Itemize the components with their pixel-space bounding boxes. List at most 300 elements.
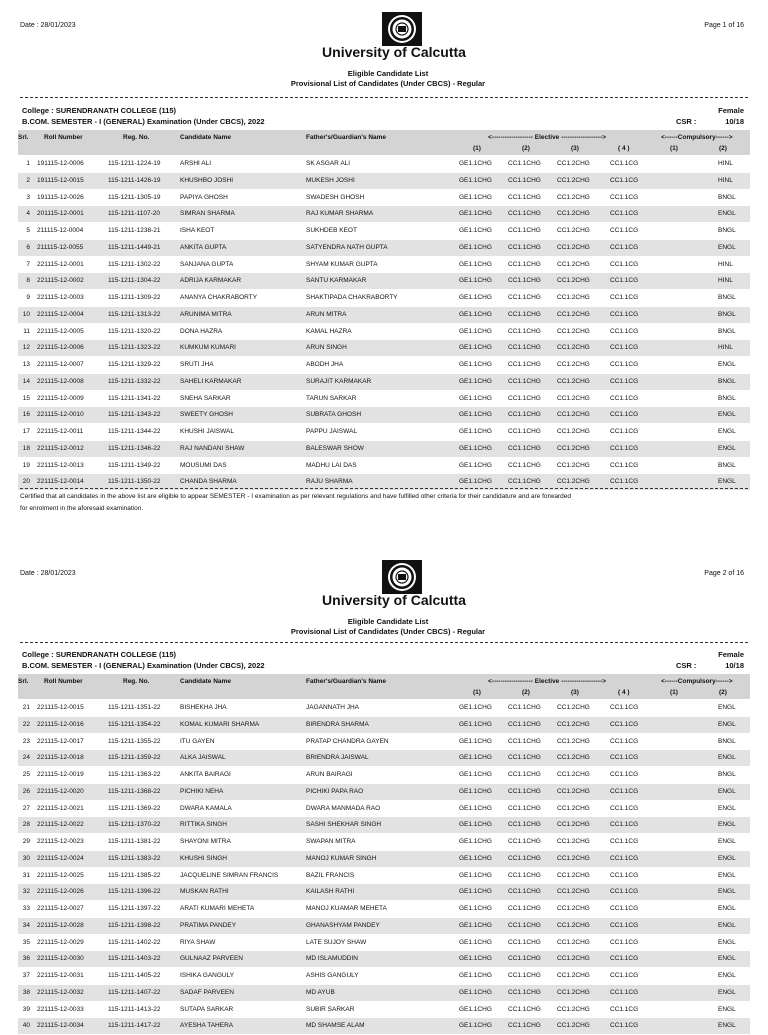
- cell-elective-2: CC1.1CHG: [508, 787, 541, 795]
- cell-elective-4: CC1.1CG: [610, 921, 639, 929]
- table-row: [18, 901, 750, 918]
- cell-compulsory-2: ENGL: [718, 888, 736, 896]
- cell-compulsory-2: BNGL: [718, 771, 736, 778]
- cell-roll-number: 221115-12-0034: [37, 1022, 84, 1030]
- table-row: [18, 985, 750, 1002]
- cell-elective-2: CC1.1CHG: [508, 838, 541, 845]
- cell-serial: 37: [22, 972, 30, 979]
- cell-elective-1: GE1.1CHG: [459, 955, 492, 963]
- table-row: [18, 968, 750, 985]
- cell-elective-2: CC1.1CHG: [508, 176, 541, 184]
- page-number: Page 2 of 16: [704, 570, 744, 577]
- cell-reg-number: 115-1211-1302-22: [108, 260, 161, 268]
- cell-serial: 31: [22, 871, 30, 879]
- csr-value: 10/18: [725, 117, 744, 126]
- university-title: University of Calcutta: [322, 592, 466, 608]
- cell-candidate-name: SAHELI KARMAKAR: [180, 377, 242, 385]
- cell-serial: 17: [22, 428, 30, 435]
- cell-elective-4: CC1.1CG: [610, 821, 639, 829]
- cell-reg-number: 115-1211-1398-22: [108, 921, 161, 929]
- cell-compulsory-2: ENGL: [718, 988, 736, 996]
- cell-compulsory-2: BNGL: [718, 377, 736, 385]
- col-header-elective: <------------------- Elective ------------------->: [488, 678, 607, 685]
- cell-serial: 3: [26, 193, 30, 201]
- cell-compulsory-2: ENGL: [718, 243, 736, 251]
- table-row: [18, 290, 750, 307]
- cell-compulsory-2: ENGL: [718, 905, 736, 912]
- page-number: Page 1 of 16: [704, 22, 744, 29]
- cell-compulsory-2: ENGL: [718, 754, 736, 762]
- cell-guardian-name: BALESWAR SHOW: [306, 444, 364, 452]
- cell-candidate-name: AYESHA TAHERA: [180, 1022, 234, 1030]
- table-row: [18, 868, 750, 885]
- cell-roll-number: 221115-12-0017: [37, 737, 84, 745]
- col-header-father: Father's/Guardian's Name: [306, 134, 387, 141]
- cell-reg-number: 115-1211-1402-22: [108, 938, 161, 946]
- cell-elective-4: CC1.1CG: [610, 411, 639, 419]
- cell-guardian-name: TARUN SARKAR: [306, 394, 357, 402]
- cell-serial: 11: [23, 327, 30, 335]
- cell-roll-number: 221115-12-0004: [37, 310, 84, 318]
- cell-elective-1: GE1.1CHG: [459, 821, 492, 829]
- cell-elective-2: CC1.1CHG: [508, 310, 541, 318]
- cell-elective-1: GE1.1CHG: [459, 160, 492, 167]
- cell-roll-number: 221115-12-0002: [37, 277, 84, 285]
- csr-value: 10/18: [725, 661, 744, 670]
- cell-serial: 13: [22, 361, 30, 368]
- cell-serial: 7: [26, 260, 30, 268]
- cell-elective-2: CC1.1CHG: [508, 394, 541, 402]
- cell-elective-3: CC1.2CHG: [557, 327, 590, 335]
- cell-elective-3: CC1.2CHG: [557, 444, 590, 452]
- cell-elective-4: CC1.1CG: [610, 294, 639, 301]
- cell-serial: 22: [22, 720, 30, 728]
- col-header-e3: (3): [571, 145, 579, 152]
- cell-roll-number: 221115-12-0014: [37, 478, 84, 486]
- cell-reg-number: 115-1211-1349-22: [108, 461, 161, 469]
- cell-elective-3: CC1.2CHG: [557, 377, 590, 385]
- cell-elective-4: CC1.1CG: [610, 243, 639, 251]
- table-row: [18, 257, 750, 274]
- cell-elective-2: CC1.1CHG: [508, 327, 541, 335]
- cell-compulsory-2: ENGL: [718, 444, 736, 452]
- cell-guardian-name: DWARA MANMADA RAO: [306, 804, 381, 812]
- cell-candidate-name: ITU GAYEN: [180, 737, 215, 745]
- cell-candidate-name: PRATIMA PANDEY: [180, 921, 237, 929]
- cell-elective-1: GE1.1CHG: [459, 1022, 492, 1030]
- cell-elective-4: CC1.1CG: [610, 704, 639, 711]
- cell-elective-1: GE1.1CHG: [459, 444, 492, 452]
- cell-serial: 39: [22, 1005, 30, 1013]
- cell-elective-3: CC1.2CHG: [557, 310, 590, 318]
- cell-roll-number: 221115-12-0020: [37, 787, 84, 795]
- cell-reg-number: 115-1211-1426-19: [108, 176, 161, 184]
- cell-serial: 38: [22, 988, 30, 996]
- cell-candidate-name: RAJ NANDANI SHAW: [180, 444, 245, 452]
- university-title: University of Calcutta: [322, 44, 466, 60]
- cell-roll-number: 221115-12-0003: [37, 294, 84, 301]
- cell-serial: 8: [26, 277, 30, 285]
- cell-reg-number: 115-1211-1107-20: [108, 210, 161, 218]
- cell-elective-2: CC1.1CHG: [508, 428, 541, 435]
- cell-serial: 19: [22, 461, 30, 469]
- cell-candidate-name: SANJANA GUPTA: [180, 260, 234, 268]
- cell-serial: 23: [22, 737, 30, 745]
- list-title: Eligible Candidate List: [347, 69, 429, 78]
- cell-reg-number: 115-1211-1369-22: [108, 804, 161, 812]
- col-header-roll: Roll Number: [44, 134, 83, 141]
- table-row: [18, 173, 750, 190]
- cell-reg-number: 115-1211-1407-22: [108, 988, 161, 996]
- cell-elective-3: CC1.2CHG: [557, 720, 590, 728]
- col-header-srl: Srl.: [18, 134, 29, 141]
- cell-guardian-name: RAJ KUMAR SHARMA: [306, 210, 374, 218]
- list-subtitle: Provisional List of Candidates (Under CBCS) - Regular: [290, 79, 486, 88]
- cell-reg-number: 115-1211-1368-22: [108, 787, 161, 795]
- cell-candidate-name: SNEHA SARKAR: [180, 394, 231, 402]
- cell-elective-4: CC1.1CG: [610, 754, 639, 762]
- col-header-elective: <------------------- Elective ------------------->: [488, 134, 607, 141]
- cell-guardian-name: ASHIS GANGULY: [306, 972, 359, 979]
- cell-serial: 12: [22, 344, 30, 352]
- cell-elective-4: CC1.1CG: [610, 428, 639, 435]
- col-header-e4: ( 4 ): [618, 145, 630, 152]
- cell-serial: 26: [22, 787, 30, 795]
- cell-serial: 20: [22, 478, 30, 486]
- cell-elective-2: CC1.1CHG: [508, 361, 541, 368]
- cell-elective-3: CC1.2CHG: [557, 871, 590, 879]
- cell-compulsory-2: BNGL: [718, 193, 736, 201]
- cell-reg-number: 115-1211-1397-22: [108, 905, 161, 912]
- cell-guardian-name: ARUN SINGH: [306, 344, 347, 352]
- dashed-divider: [20, 488, 748, 489]
- col-header-father: Father's/Guardian's Name: [306, 678, 387, 685]
- cell-reg-number: 115-1211-1323-22: [108, 344, 161, 352]
- cell-candidate-name: KHUSHBO JOSHI: [180, 176, 234, 184]
- cell-reg-number: 115-1211-1413-22: [108, 1005, 161, 1013]
- cell-elective-4: CC1.1CG: [610, 461, 639, 469]
- cell-serial: 29: [22, 838, 30, 845]
- cell-elective-1: GE1.1CHG: [459, 227, 492, 234]
- cell-guardian-name: SHAKTIPADA CHAKRABORTY: [306, 294, 398, 301]
- cell-compulsory-2: BNGL: [718, 227, 736, 234]
- cell-candidate-name: KUMKUM KUMARI: [180, 344, 236, 352]
- cell-serial: 32: [22, 888, 30, 896]
- cell-reg-number: 115-1211-1341-22: [108, 394, 161, 402]
- cell-elective-2: CC1.1CHG: [508, 461, 541, 469]
- table-row: [18, 190, 750, 207]
- cell-elective-4: CC1.1CG: [610, 344, 639, 352]
- cell-elective-3: CC1.2CHG: [557, 704, 590, 711]
- cell-elective-2: CC1.1CHG: [508, 1022, 541, 1030]
- cell-elective-2: CC1.1CHG: [508, 193, 541, 201]
- cell-serial: 28: [22, 821, 30, 829]
- col-header-c2: (2): [719, 145, 727, 152]
- cell-elective-4: CC1.1CG: [610, 478, 639, 486]
- cell-roll-number: 221115-12-0030: [37, 955, 84, 963]
- cell-elective-1: GE1.1CHG: [459, 1005, 492, 1013]
- cell-candidate-name: ISHIKA GANGULY: [180, 972, 235, 979]
- cell-roll-number: 221115-12-0029: [37, 938, 84, 946]
- cell-elective-1: GE1.1CHG: [459, 787, 492, 795]
- university-seal-icon: [382, 560, 422, 594]
- cell-elective-3: CC1.2CHG: [557, 821, 590, 829]
- cell-guardian-name: GHANASHYAM PANDEY: [306, 921, 380, 929]
- gender-label: Female: [718, 650, 744, 659]
- cell-elective-2: CC1.1CHG: [508, 988, 541, 996]
- cell-elective-3: CC1.2CHG: [557, 394, 590, 402]
- cell-compulsory-2: ENGL: [718, 1022, 736, 1030]
- print-date: Date : 28/01/2023: [20, 22, 76, 29]
- cell-guardian-name: PICHIKI PAPA RAO: [306, 787, 364, 795]
- cell-guardian-name: BRIENDRA JAISWAL: [306, 754, 369, 762]
- cell-compulsory-2: BNGL: [718, 310, 736, 318]
- cell-elective-1: GE1.1CHG: [459, 838, 492, 845]
- cell-reg-number: 115-1211-1354-22: [108, 720, 161, 728]
- university-seal-icon: [382, 12, 422, 46]
- cell-reg-number: 115-1211-1329-22: [108, 361, 161, 368]
- table-row: [18, 817, 750, 834]
- table-row: [18, 834, 750, 851]
- table-row: [18, 273, 750, 290]
- cell-reg-number: 115-1211-1350-22: [108, 478, 161, 486]
- cell-reg-number: 115-1211-1313-22: [108, 310, 161, 318]
- cell-elective-3: CC1.2CHG: [557, 1005, 590, 1013]
- cell-candidate-name: ALKA JAISWAL: [180, 754, 226, 762]
- cell-elective-4: CC1.1CG: [610, 720, 639, 728]
- cell-roll-number: 221115-12-0011: [37, 428, 84, 435]
- cell-elective-3: CC1.2CHG: [557, 737, 590, 745]
- cell-elective-1: GE1.1CHG: [459, 854, 492, 862]
- table-row: [18, 156, 750, 173]
- csr-label: CSR :: [676, 661, 697, 670]
- cell-elective-1: GE1.1CHG: [459, 176, 492, 184]
- cell-elective-2: CC1.1CHG: [508, 377, 541, 385]
- cell-elective-3: CC1.2CHG: [557, 461, 590, 469]
- cell-elective-4: CC1.1CG: [610, 804, 639, 812]
- cell-serial: 14: [22, 377, 30, 385]
- exam-title: B.COM. SEMESTER - I (GENERAL) Examination (Under CBCS), 2022: [22, 117, 265, 126]
- cell-elective-2: CC1.1CHG: [508, 754, 541, 762]
- cell-candidate-name: ARUNIMA MITRA: [180, 310, 232, 318]
- cell-elective-4: CC1.1CG: [610, 310, 639, 318]
- cell-candidate-name: SWEETY GHOSH: [180, 411, 233, 419]
- cell-compulsory-2: ENGL: [718, 787, 736, 795]
- cell-elective-4: CC1.1CG: [610, 193, 639, 201]
- cell-elective-2: CC1.1CHG: [508, 478, 541, 486]
- table-row: [18, 734, 750, 751]
- table-header: [18, 674, 750, 699]
- cell-candidate-name: MOUSUMI DAS: [180, 461, 227, 469]
- cell-serial: 35: [22, 938, 30, 946]
- cell-compulsory-2: ENGL: [718, 704, 736, 711]
- cell-elective-4: CC1.1CG: [610, 871, 639, 879]
- cell-elective-2: CC1.1CHG: [508, 938, 541, 946]
- cell-candidate-name: SIMRAN SHARMA: [180, 210, 235, 218]
- table-row: [18, 801, 750, 818]
- cell-roll-number: 191115-12-0015: [37, 176, 84, 184]
- cell-candidate-name: PICHIKI NEHA: [180, 787, 224, 795]
- cell-compulsory-2: ENGL: [718, 972, 736, 979]
- cell-serial: 34: [22, 921, 30, 929]
- col-header-reg: Reg. No.: [123, 678, 150, 685]
- cell-reg-number: 115-1211-1383-22: [108, 854, 161, 862]
- cell-elective-1: GE1.1CHG: [459, 361, 492, 368]
- cell-serial: 4: [26, 210, 30, 218]
- cell-candidate-name: KHUSHI JAISWAL: [180, 428, 234, 435]
- cell-compulsory-2: BNGL: [718, 737, 736, 745]
- cell-elective-3: CC1.2CHG: [557, 838, 590, 845]
- cell-elective-2: CC1.1CHG: [508, 243, 541, 251]
- cell-compulsory-2: ENGL: [718, 428, 736, 435]
- cell-candidate-name: DWARA KAMALA: [180, 804, 232, 812]
- cell-roll-number: 191115-12-0026: [37, 193, 84, 201]
- cell-compulsory-2: ENGL: [718, 938, 736, 946]
- cell-compulsory-2: ENGL: [718, 478, 736, 486]
- cell-roll-number: 221115-12-0008: [37, 377, 84, 385]
- cell-elective-1: GE1.1CHG: [459, 905, 492, 912]
- col-header-e2: (2): [522, 145, 530, 152]
- certificate-text: Certified that all candidates in the above list are eligible to appear SEMESTER - I examination as per relevant regulations and have fulfilled other criteria for their candidature and are forwarded: [20, 493, 571, 500]
- cell-elective-3: CC1.2CHG: [557, 804, 590, 812]
- table-row: [18, 951, 750, 968]
- cell-elective-3: CC1.2CHG: [557, 955, 590, 963]
- cell-compulsory-2: HINL: [718, 277, 733, 285]
- cell-compulsory-2: ENGL: [718, 821, 736, 829]
- cell-elective-4: CC1.1CG: [610, 377, 639, 385]
- cell-serial: 18: [22, 444, 30, 452]
- cell-candidate-name: DONA HAZRA: [180, 327, 223, 335]
- cell-reg-number: 115-1211-1238-21: [108, 227, 161, 234]
- cell-roll-number: 221115-12-0007: [37, 361, 84, 368]
- cell-candidate-name: KOMAL KUMARI SHARMA: [180, 720, 260, 728]
- cell-roll-number: 211115-12-0055: [37, 243, 84, 251]
- cell-elective-2: CC1.1CHG: [508, 905, 541, 912]
- cell-reg-number: 115-1211-1344-22: [108, 428, 161, 435]
- cell-elective-2: CC1.1CHG: [508, 227, 541, 234]
- gender-label: Female: [718, 106, 744, 115]
- table-row: [18, 700, 750, 717]
- cell-elective-3: CC1.2CHG: [557, 260, 590, 268]
- cell-reg-number: 115-1211-1449-21: [108, 243, 161, 251]
- cell-elective-3: CC1.2CHG: [557, 972, 590, 979]
- cell-reg-number: 115-1211-1346-22: [108, 444, 161, 452]
- csr-label: CSR :: [676, 117, 697, 126]
- cell-elective-1: GE1.1CHG: [459, 704, 492, 711]
- col-header-srl: Srl.: [18, 678, 29, 685]
- certificate-text-continued: for enrolment in the aforesaid examination.: [20, 505, 144, 512]
- cell-elective-2: CC1.1CHG: [508, 821, 541, 829]
- cell-serial: 21: [22, 704, 30, 711]
- cell-elective-3: CC1.2CHG: [557, 176, 590, 184]
- cell-guardian-name: SHYAM KUMAR GUPTA: [306, 260, 378, 268]
- cell-roll-number: 221115-12-0018: [37, 754, 84, 762]
- cell-candidate-name: SRUTI JHA: [180, 361, 214, 368]
- cell-elective-1: GE1.1CHG: [459, 344, 492, 352]
- cell-reg-number: 115-1211-1343-22: [108, 411, 161, 419]
- cell-reg-number: 115-1211-1359-22: [108, 754, 161, 762]
- cell-candidate-name: CHANDA SHARMA: [180, 478, 237, 486]
- cell-reg-number: 115-1211-1304-22: [108, 277, 161, 285]
- cell-serial: 36: [22, 955, 30, 963]
- cell-elective-3: CC1.2CHG: [557, 428, 590, 435]
- cell-elective-1: GE1.1CHG: [459, 243, 492, 251]
- cell-roll-number: 201115-12-0001: [37, 210, 84, 218]
- cell-guardian-name: SUBRATA GHOSH: [306, 411, 362, 419]
- cell-elective-1: GE1.1CHG: [459, 771, 492, 778]
- document-page-2: [0, 548, 768, 1030]
- cell-guardian-name: ARUN BAIRAGI: [306, 771, 353, 778]
- print-date: Date : 28/01/2023: [20, 570, 76, 577]
- table-row: [18, 441, 750, 458]
- cell-compulsory-2: BNGL: [718, 327, 736, 335]
- cell-roll-number: 221115-12-0021: [37, 804, 84, 812]
- cell-reg-number: 115-1211-1224-19: [108, 160, 161, 167]
- cell-elective-3: CC1.2CHG: [557, 361, 590, 368]
- cell-roll-number: 221115-12-0012: [37, 444, 84, 452]
- table-row: [18, 240, 750, 257]
- cell-elective-3: CC1.2CHG: [557, 227, 590, 234]
- table-row: [18, 374, 750, 391]
- cell-guardian-name: SUBIR SARKAR: [306, 1005, 355, 1013]
- cell-elective-4: CC1.1CG: [610, 1022, 639, 1030]
- cell-elective-2: CC1.1CHG: [508, 888, 541, 896]
- cell-compulsory-2: ENGL: [718, 804, 736, 812]
- cell-elective-1: GE1.1CHG: [459, 921, 492, 929]
- cell-compulsory-2: ENGL: [718, 854, 736, 862]
- cell-elective-4: CC1.1CG: [610, 1005, 639, 1013]
- cell-elective-2: CC1.1CHG: [508, 804, 541, 812]
- cell-candidate-name: BISHEKHA JHA: [180, 704, 227, 711]
- col-header-roll: Roll Number: [44, 678, 83, 685]
- cell-elective-4: CC1.1CG: [610, 737, 639, 745]
- cell-elective-3: CC1.2CHG: [557, 921, 590, 929]
- cell-elective-2: CC1.1CHG: [508, 972, 541, 979]
- cell-roll-number: 221115-12-0010: [37, 411, 84, 419]
- cell-elective-1: GE1.1CHG: [459, 737, 492, 745]
- cell-roll-number: 221115-12-0013: [37, 461, 84, 469]
- cell-guardian-name: BAZIL FRANCIS: [306, 871, 355, 879]
- col-header-name: Candidate Name: [180, 678, 231, 685]
- cell-elective-1: GE1.1CHG: [459, 428, 492, 435]
- cell-compulsory-2: ENGL: [718, 361, 736, 368]
- cell-elective-1: GE1.1CHG: [459, 804, 492, 812]
- cell-elective-1: GE1.1CHG: [459, 394, 492, 402]
- cell-elective-2: CC1.1CHG: [508, 955, 541, 963]
- cell-elective-1: GE1.1CHG: [459, 938, 492, 946]
- cell-reg-number: 115-1211-1370-22: [108, 821, 161, 829]
- cell-serial: 15: [22, 394, 30, 402]
- cell-elective-4: CC1.1CG: [610, 444, 639, 452]
- cell-guardian-name: SWAPAN MITRA: [306, 838, 356, 845]
- cell-serial: 27: [22, 804, 30, 812]
- cell-candidate-name: SHAYONI MITRA: [180, 838, 231, 845]
- cell-roll-number: 221115-12-0026: [37, 888, 84, 896]
- cell-candidate-name: GULNAAZ PARVEEN: [180, 955, 243, 963]
- table-row: [18, 851, 750, 868]
- cell-guardian-name: ABODH JHA: [306, 361, 344, 368]
- cell-elective-1: GE1.1CHG: [459, 260, 492, 268]
- table-row: [18, 1018, 750, 1035]
- cell-serial: 24: [22, 754, 30, 762]
- cell-reg-number: 115-1211-1405-22: [108, 972, 161, 979]
- col-header-e1: (1): [473, 145, 481, 152]
- cell-guardian-name: MADHU LAI DAS: [306, 461, 357, 469]
- cell-elective-4: CC1.1CG: [610, 771, 639, 778]
- cell-elective-3: CC1.2CHG: [557, 888, 590, 896]
- cell-elective-2: CC1.1CHG: [508, 411, 541, 419]
- cell-elective-2: CC1.1CHG: [508, 1005, 541, 1013]
